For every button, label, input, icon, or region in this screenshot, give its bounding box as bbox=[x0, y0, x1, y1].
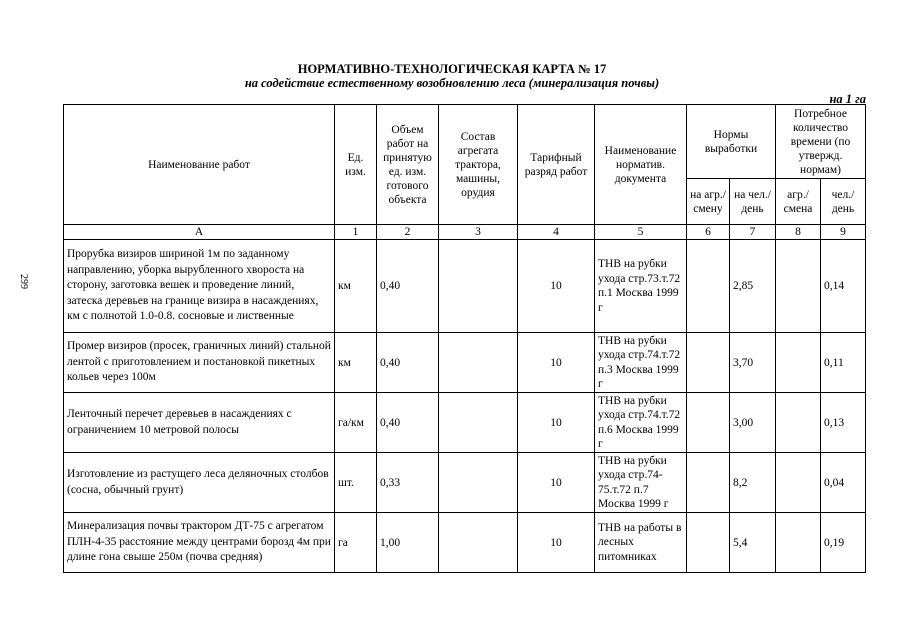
cell-grade: 10 bbox=[518, 240, 595, 333]
cell-time-agg bbox=[776, 393, 821, 453]
cell-volume: 0,40 bbox=[377, 240, 439, 333]
column-index: 6 bbox=[687, 225, 730, 240]
column-index: 1 bbox=[335, 225, 377, 240]
cell-norm-agg bbox=[687, 513, 730, 573]
cell-time-person: 0,04 bbox=[821, 453, 866, 513]
cell-aggregate bbox=[439, 240, 518, 333]
cell-volume: 0,33 bbox=[377, 453, 439, 513]
cell-time-agg bbox=[776, 240, 821, 333]
cell-work: Минерализация почвы трактором ДТ-75 с агрегатом ПЛН-4-35 расстояние между центрами борозд 4м при длине гона свыше 250м (почва средняя) bbox=[64, 513, 335, 573]
header-norm-person: на чел./ день bbox=[730, 179, 776, 225]
cell-norm-person: 8,2 bbox=[730, 453, 776, 513]
cell-work: Прорубка визиров шириной 1м по заданному направлению, уборка вырубленного хвороста на сторону, заготовка вешек и проведение линий, затеска деревьев на границе визира в насаждениях, км с полнотой 1.0-0.8. сосновые и лиственные bbox=[64, 240, 335, 333]
cell-norm-agg bbox=[687, 453, 730, 513]
column-index: 2 bbox=[377, 225, 439, 240]
cell-document: ТНВ на рубки ухода стр.74.т.72 п.3 Москва 1999 г bbox=[595, 333, 687, 393]
cell-norm-agg bbox=[687, 240, 730, 333]
cell-grade: 10 bbox=[518, 453, 595, 513]
cell-volume: 1,00 bbox=[377, 513, 439, 573]
cell-grade: 10 bbox=[518, 513, 595, 573]
table-row bbox=[64, 513, 866, 573]
cell-time-person: 0,14 bbox=[821, 240, 866, 333]
document-subtitle: на содействие естественному возобновлению леса (минерализация почвы) bbox=[244, 76, 660, 90]
cell-unit: га/км bbox=[335, 393, 377, 453]
cell-grade: 10 bbox=[518, 393, 595, 453]
column-index: 9 bbox=[821, 225, 866, 240]
cell-volume: 0,40 bbox=[377, 393, 439, 453]
column-index: А bbox=[64, 225, 335, 240]
header-volume: Объем работ на принятую ед. изм. готового объекта bbox=[377, 105, 439, 225]
cell-volume: 0,40 bbox=[377, 333, 439, 393]
header-time-agg: агр./ смена bbox=[776, 179, 821, 225]
cell-work: Промер визиров (просек, граничных линий) стальной лентой с приготовлением и постановкой пикетных кольев через 100м bbox=[64, 333, 335, 393]
cell-unit: км bbox=[335, 333, 377, 393]
header-norms: Нормы выработки bbox=[687, 105, 776, 179]
cell-norm-person: 5,4 bbox=[730, 513, 776, 573]
cell-norm-agg bbox=[687, 333, 730, 393]
table-row bbox=[64, 393, 866, 453]
cell-aggregate bbox=[439, 513, 518, 573]
cell-norm-person: 3,70 bbox=[730, 333, 776, 393]
column-index: 3 bbox=[439, 225, 518, 240]
cell-aggregate bbox=[439, 333, 518, 393]
header-document: Наименование норматив. документа bbox=[595, 105, 687, 225]
column-index-row bbox=[64, 225, 866, 240]
header-time: Потребное количество времени (по утвержд. нормам) bbox=[776, 105, 866, 179]
header-unit: Ед. изм. bbox=[335, 105, 377, 225]
column-index: 7 bbox=[730, 225, 776, 240]
cell-norm-person: 3,00 bbox=[730, 393, 776, 453]
table-row bbox=[64, 333, 866, 393]
cell-document: ТНВ на рубки ухода стр.74-75.т.72 п.7 Москва 1999 г bbox=[595, 453, 687, 513]
table-row bbox=[64, 240, 866, 333]
cell-time-person: 0,19 bbox=[821, 513, 866, 573]
header-work: Наименование работ bbox=[64, 105, 335, 225]
cell-time-person: 0,13 bbox=[821, 393, 866, 453]
cell-time-agg bbox=[776, 513, 821, 573]
cell-time-agg bbox=[776, 333, 821, 393]
document-title: НОРМАТИВНО-ТЕХНОЛОГИЧЕСКАЯ КАРТА № 17 bbox=[297, 62, 607, 76]
table-row bbox=[64, 453, 866, 513]
header-grade: Тарифный разряд работ bbox=[518, 105, 595, 225]
cell-aggregate bbox=[439, 453, 518, 513]
cell-norm-person: 2,85 bbox=[730, 240, 776, 333]
cell-work: Изготовление из растущего леса деляночных столбов (сосна, обычный грунт) bbox=[64, 453, 335, 513]
cell-unit: га bbox=[335, 513, 377, 573]
page-number: 299 bbox=[18, 274, 29, 289]
header-time-person: чел./ день bbox=[821, 179, 866, 225]
cell-work: Ленточный перечет деревьев в насаждениях с ограничением 10 метровой полосы bbox=[64, 393, 335, 453]
cell-norm-agg bbox=[687, 393, 730, 453]
cell-unit: км bbox=[335, 240, 377, 333]
cell-time-agg bbox=[776, 453, 821, 513]
cell-document: ТНВ на рубки ухода стр.73.т.72 п.1 Москва 1999 г bbox=[595, 240, 687, 333]
cell-document: ТНВ на рубки ухода стр.74.т.72 п.6 Москва 1999 г bbox=[595, 393, 687, 453]
column-index: 4 bbox=[518, 225, 595, 240]
header-norm-agg: на агр./ смену bbox=[687, 179, 730, 225]
cell-document: ТНВ на работы в лесных питомниках bbox=[595, 513, 687, 573]
cell-time-person: 0,11 bbox=[821, 333, 866, 393]
column-index: 8 bbox=[776, 225, 821, 240]
norms-table bbox=[63, 104, 866, 573]
cell-unit: шт. bbox=[335, 453, 377, 513]
cell-aggregate bbox=[439, 393, 518, 453]
unit-note: на 1 га bbox=[829, 92, 866, 106]
cell-grade: 10 bbox=[518, 333, 595, 393]
header-aggregate: Состав агрегата трактора, машины, орудия bbox=[439, 105, 518, 225]
column-index: 5 bbox=[595, 225, 687, 240]
